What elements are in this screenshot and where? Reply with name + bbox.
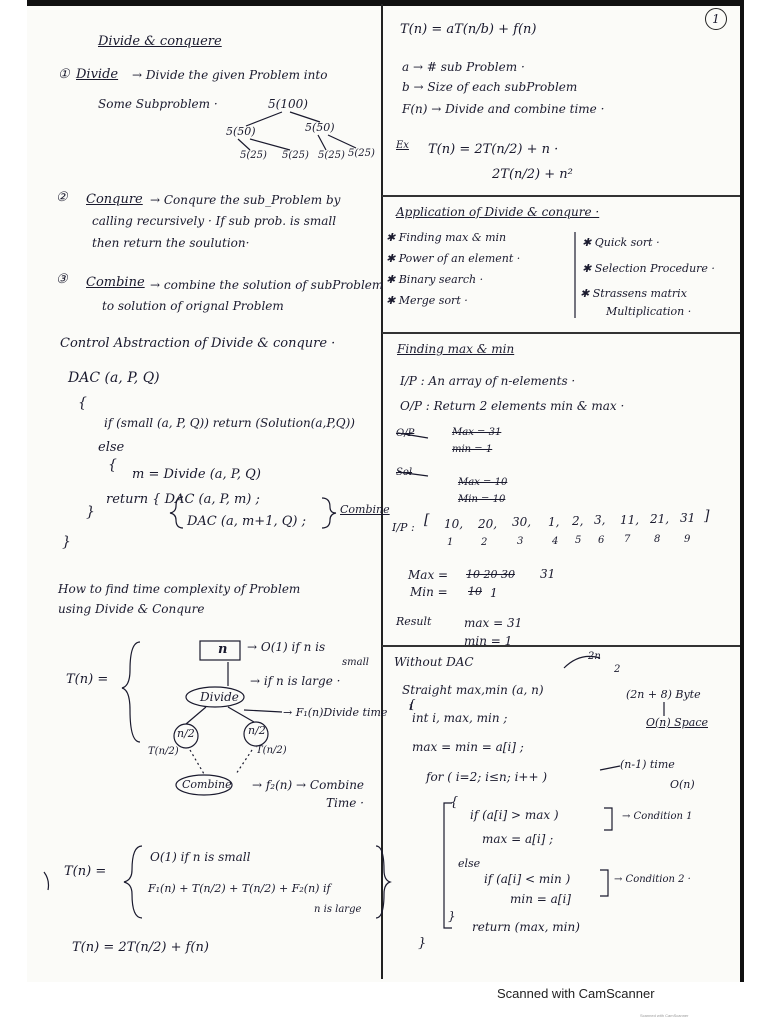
step-text: → Divide the given Problem into [132, 68, 328, 82]
code-line: if (small (a, P, Q)) return (Solution(a,P,Q)) [104, 416, 355, 430]
code-line: { [108, 457, 117, 473]
diagram-note: T(n/2) [256, 745, 287, 756]
scanner-watermark-small: Scanned with CamScanner [640, 1013, 689, 1018]
trace-value: 31 [540, 567, 556, 581]
question-text: using Divide & Conqure [58, 602, 205, 616]
section-heading: Finding max & min [397, 342, 515, 356]
recurrence-case: O(1) if n is small [150, 850, 251, 864]
code-line: return (max, min) [472, 920, 580, 934]
io-line: I/P : An array of n-elements · [400, 374, 576, 388]
array-value: 31 [680, 511, 696, 525]
tree-node: 5(100) [268, 97, 308, 111]
recurrence-case: F₁(n) + T(n/2) + T(n/2) + F₂(n) if [148, 882, 331, 895]
tree-node: 5(25) [348, 148, 375, 159]
time-note: (n-1) time [620, 758, 675, 771]
array-index: 8 [654, 534, 661, 545]
app-item: ✱ Binary search · [386, 273, 484, 286]
condition-label: → Condition 1 [622, 811, 693, 822]
tree-node: 5(25) [282, 150, 309, 161]
array-index: 1 [447, 537, 454, 548]
array-value: 20, [478, 517, 498, 531]
subproblem-node: n/2 [177, 727, 195, 740]
note: 2 [614, 664, 621, 675]
code-line: DAC (a, P, Q) [68, 370, 160, 386]
array-index: 3 [517, 536, 524, 547]
array-label: I/P : [392, 521, 415, 534]
divide-node: Divide [200, 690, 239, 704]
code-line: max = min = a[i] ; [412, 740, 524, 754]
diagram-note: Time · [326, 796, 364, 810]
array-index: 4 [552, 536, 559, 547]
step-number: ③ [56, 272, 68, 287]
result-value: min = 1 [464, 634, 513, 648]
trace-label: Min = [410, 585, 448, 599]
app-item: Multiplication · [606, 305, 692, 318]
note: 2n [588, 651, 601, 662]
section-heading: Application of Divide & conqure · [396, 205, 600, 219]
step-heading: Divide [76, 67, 119, 82]
result-value: max = 31 [464, 616, 523, 630]
diagram-note: small [342, 657, 369, 668]
example-line: T(n) = 2T(n/2) + n · [428, 142, 559, 157]
recurrence-lhs: T(n) = [66, 672, 109, 687]
code-line: } [62, 534, 71, 550]
code-line: } [418, 936, 427, 951]
app-item: ✱ Merge sort · [386, 294, 468, 307]
space-complexity: O(n) Space [646, 716, 708, 729]
struck-text: 10 20 30 [466, 568, 515, 581]
code-line: { [408, 697, 416, 711]
function-signature: Straight max,min (a, n) [402, 683, 544, 697]
code-line: for ( i=2; i≤n; i++ ) [426, 770, 548, 784]
recurrence-case: n is large [314, 904, 362, 915]
array-value: 2, [572, 514, 584, 528]
code-line: DAC (a, m+1, Q) ; [187, 514, 306, 529]
array-value: 3, [594, 513, 606, 527]
diagram-note: T(n/2) [148, 746, 179, 757]
array-index: 2 [481, 537, 488, 548]
struck-text: Max = 10 [458, 477, 508, 488]
code-line: if (a[i] < min ) [484, 872, 571, 886]
formula-note: b → Size of each subProblem [402, 80, 578, 94]
trace-value: 1 [490, 586, 498, 600]
tree-node: 5(50) [305, 121, 335, 134]
code-line: if (a[i] > max ) [470, 808, 559, 822]
io-line: O/P : Return 2 elements min & max · [400, 399, 625, 413]
code-line: return { DAC (a, P, m) ; [106, 492, 260, 507]
step-text: → combine the solution of subProblem [150, 278, 384, 292]
app-item: ✱ Selection Procedure · [582, 262, 715, 275]
struck-text: Max = 31 [452, 427, 502, 438]
question-text: How to find time complexity of Problem [58, 582, 301, 596]
example-line: 2T(n/2) + n² [492, 167, 573, 182]
diagram-note: → f₂(n) → Combine [252, 778, 365, 792]
struck-text: min = 1 [452, 444, 493, 455]
subproblem-node: n/2 [248, 724, 266, 737]
space-note: (2n + 8) Byte [626, 688, 701, 701]
code-line: min = a[i] [510, 892, 571, 906]
struck-text: Sol [396, 467, 413, 478]
tree-node: 5(25) [240, 150, 267, 161]
scanner-watermark: Scanned with CamScanner [497, 986, 655, 1001]
step-number: ① [58, 67, 70, 82]
code-line: else [98, 440, 125, 455]
bracket: ] [704, 508, 710, 524]
time-note: O(n) [670, 778, 695, 791]
app-item: ✱ Finding max & min [386, 231, 507, 244]
final-recurrence: T(n) = 2T(n/2) + f(n) [72, 940, 209, 955]
step-number: ② [56, 190, 68, 205]
tree-node: 5(50) [226, 125, 256, 138]
page-number: 1 [705, 8, 727, 30]
struck-text: 10 [468, 585, 482, 598]
app-item: ✱ Power of an element · [386, 252, 521, 265]
section-heading: Without DAC [394, 655, 474, 669]
condition-label: → Condition 2 · [614, 874, 691, 885]
array-index: 5 [575, 535, 582, 546]
struck-text: Min = 10 [458, 494, 506, 505]
step-text: calling recursively · If sub prob. is small [92, 214, 337, 228]
step-heading: Combine [86, 275, 145, 290]
code-line: } [86, 504, 95, 520]
struck-text: O/P [396, 428, 415, 439]
step-text: → Conqure the sub_Problem by [150, 193, 341, 207]
example-label: Ex [396, 140, 409, 151]
array-value: 11, [620, 513, 640, 527]
formula-note: F(n) → Divide and combine time · [402, 102, 605, 116]
bracket: [ [424, 512, 430, 528]
array-value: 30, [512, 515, 532, 529]
code-line: else [458, 857, 481, 870]
page-title: Divide & conquere [98, 34, 222, 49]
result-label: Result [396, 615, 432, 628]
step-text: Some Subproblem · [98, 97, 218, 111]
step-heading: Conqure [86, 192, 143, 207]
trace-label: Max = [408, 568, 449, 582]
code-line: { [450, 795, 459, 810]
diagram-note: → F₁(n)Divide time [283, 706, 388, 719]
code-line: m = Divide (a, P, Q) [132, 467, 261, 482]
code-line: { [78, 395, 87, 411]
diagram-note: → O(1) if n is [247, 640, 326, 654]
code-line: max = a[i] ; [482, 832, 554, 846]
app-item: ✱ Quick sort · [582, 236, 660, 249]
recurrence-lhs: T(n) = [64, 864, 107, 879]
array-index: 7 [624, 534, 631, 545]
array-value: 21, [650, 512, 670, 526]
section-heading: Control Abstraction of Divide & conqure · [60, 336, 336, 351]
formula-note: a → # sub Problem · [402, 60, 525, 74]
array-value: 10, [444, 517, 464, 531]
array-index: 9 [684, 534, 691, 545]
step-text: to solution of orignal Problem [102, 299, 284, 313]
code-line: } [448, 909, 456, 923]
step-text: then return the soulution· [92, 236, 250, 250]
code-line: int i, max, min ; [412, 711, 508, 725]
diagram-note: → if n is large · [250, 674, 341, 688]
tree-node: 5(25) [318, 150, 345, 161]
array-value: 1, [548, 515, 560, 529]
master-formula: T(n) = aT(n/b) + f(n) [400, 22, 537, 37]
app-item: ✱ Strassens matrix [580, 287, 687, 300]
problem-node: n [218, 642, 228, 657]
array-index: 6 [598, 535, 605, 546]
combine-node: Combine [182, 778, 232, 791]
combine-label: Combine [340, 503, 390, 516]
